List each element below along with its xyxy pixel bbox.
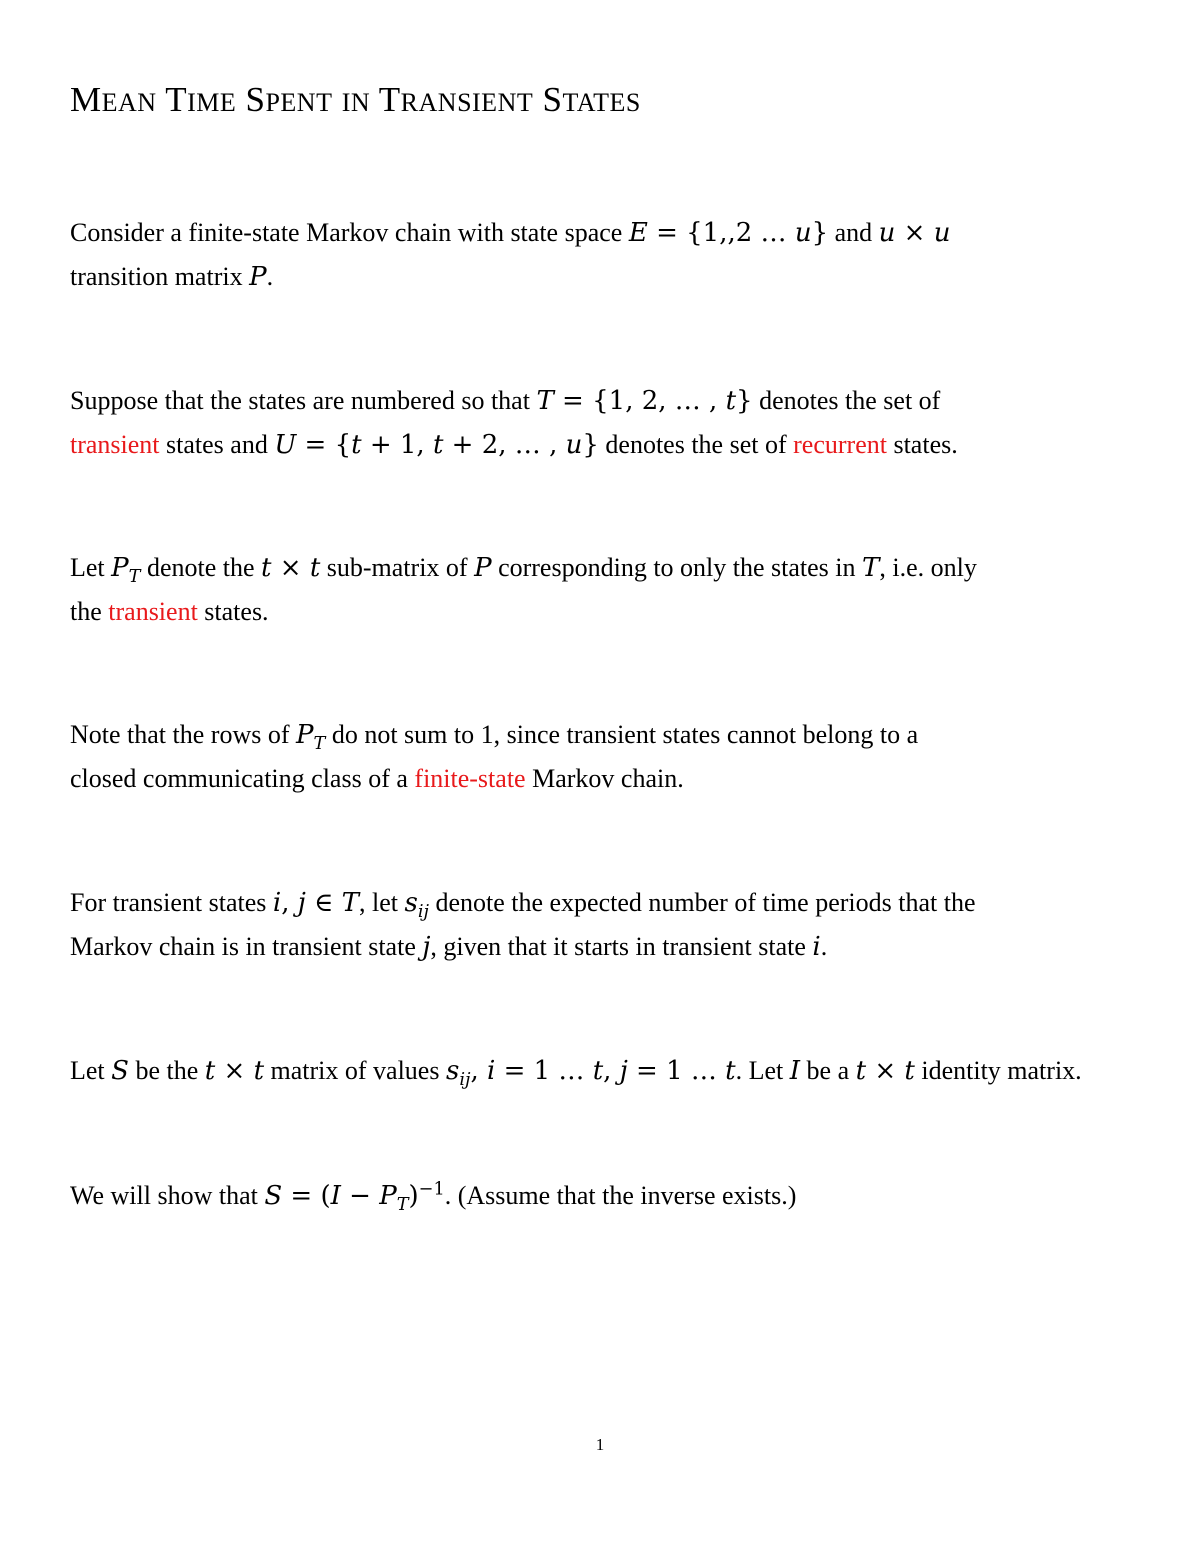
math-symbol: P [296,720,314,750]
paragraph-markov-chain-definition [70,211,1150,299]
math-symbol: t [592,1056,604,1086]
math-operator: − [340,1181,380,1211]
math-subscript: T [396,1195,409,1216]
math-operator: ) [408,1181,419,1211]
math-symbol: t [351,430,362,460]
text-run: , i.e. only [879,553,977,582]
title-word: SPENT [245,80,333,119]
highlighted-term: recurrent [793,430,887,459]
text-run: Markov chain. [525,764,684,793]
math-operator: } [736,386,753,416]
math-symbol: I [330,1181,341,1211]
math-symbol: t [855,1056,867,1086]
math-symbol: t [204,1056,216,1086]
title-word: IN [341,88,371,117]
math-symbol: s [404,888,418,918]
math-symbol: t [253,1056,265,1086]
text-run: states and [159,430,275,459]
text-run: , given that it starts in transient state [430,932,813,961]
text-run: corresponding to only the states in [491,553,863,582]
title-word: TIME [165,80,237,119]
highlighted-term: transient [108,597,198,626]
text-run: Let [70,553,112,582]
math-symbol: I [789,1056,801,1086]
math-symbol: u [933,218,951,248]
math-symbol: P [111,553,129,583]
text-run: . (Assume that the inverse exists.) [444,1181,797,1210]
paragraph-line [70,925,1150,969]
text-run: , let [358,888,405,917]
text-run: identity matrix. [914,1056,1082,1085]
text-run: . [266,262,274,291]
paragraph-claim [70,1174,1150,1218]
paragraph-line [70,1174,1150,1218]
text-run: Suppose that the states are numbered so that [70,386,537,415]
text-run: Markov chain is in transient state [70,932,423,961]
math-operator: = {1,,2 … [647,218,795,248]
math-symbol: u [878,218,896,248]
text-run: denote the expected number of time periods that the [428,888,976,917]
paragraph-row-sums-note [70,713,1150,800]
math-operator: } [811,218,829,248]
paragraph-line [70,255,1150,299]
math-subscript: T [313,734,326,755]
paragraph-line [70,1049,1150,1093]
math-operator: × [271,553,310,583]
math-symbol: U [274,430,297,460]
text-run: Consider a finite-state Markov chain with state space [70,218,629,247]
text-run: states. [197,597,269,626]
math-operator: = {1, 2, … , [553,386,726,416]
math-symbol: P [474,553,492,583]
math-symbol: T [536,386,554,416]
paragraph-line [70,757,1150,800]
text-run: states. [886,430,958,459]
math-symbol: T [862,553,880,583]
math-operator: = 1 … [627,1056,726,1086]
math-symbol: E [628,218,648,248]
text-run: transition matrix [70,262,250,291]
text-run: be the [128,1056,205,1085]
text-run: denotes the set of [752,386,941,415]
text-run: For transient states [70,888,273,917]
math-symbol: i [272,888,282,918]
math-operator: , [603,1056,620,1086]
math-symbol: t [904,1056,915,1086]
paragraph-line [70,546,1150,590]
paragraph-line [70,211,1150,255]
math-symbol: S [111,1056,129,1086]
highlighted-term: finite-state [414,764,526,793]
math-operator: , [470,1056,487,1086]
paragraph-matrix-s-definition [70,1049,1150,1093]
text-run: do not sum to 1, since transient states cannot belong to a [325,720,919,749]
math-operator: = { [296,430,352,460]
paragraph-line [70,713,1150,757]
math-symbol: P [379,1181,397,1211]
math-symbol: u [565,430,583,460]
text-run: sub-matrix of [320,553,475,582]
math-symbol: j [619,1056,628,1086]
page-number: 1 [595,1435,605,1454]
math-operator: + 1, [361,430,433,460]
math-symbol: t [725,386,737,416]
math-operator: = ( [282,1181,331,1211]
paragraph-line [70,423,1150,467]
paragraph-line [70,881,1150,925]
math-operator: × [215,1056,254,1086]
text-run: closed communicating class of a [70,764,415,793]
math-superscript: −1 [418,1179,445,1200]
math-operator: × [866,1056,905,1086]
text-run: We will show that [70,1181,265,1210]
math-operator: + 2, … , [443,430,566,460]
math-symbol: S [264,1181,283,1211]
title-word: MEAN [70,80,157,119]
title-word: STATES [542,80,641,119]
math-operator: } [582,430,599,460]
paragraph-submatrix-definition [70,546,1150,633]
text-run: Note that the rows of [70,720,297,749]
text-run: denotes the set of [598,430,794,459]
math-subscript: T [128,567,141,588]
paragraph-expected-periods [70,881,1150,969]
text-run: . [820,932,828,961]
text-run: . Let [735,1056,790,1085]
math-operator: × [895,218,934,248]
math-symbol: i [486,1056,496,1086]
math-symbol: T [341,888,359,918]
math-subscript: ij [417,902,429,923]
math-symbol: t [432,430,444,460]
text-run: the [70,597,109,626]
paragraph-line [70,590,1150,633]
math-subscript: ij [459,1070,471,1091]
text-run: Let [70,1056,112,1085]
math-operator: = 1 … [495,1056,593,1086]
math-symbol: t [261,553,272,583]
paragraph-line [70,379,1150,423]
math-symbol: u [794,218,812,248]
text-run: denote the [140,553,262,582]
math-operator: ∈ [305,888,342,918]
math-symbol: P [249,262,267,292]
math-symbol: j [297,888,306,918]
math-symbol: i [812,932,821,962]
math-symbol: s [445,1056,460,1086]
math-symbol: t [725,1056,736,1086]
paragraph-state-numbering [70,379,1150,467]
math-operator: , [281,888,298,918]
text-run: and [828,218,879,247]
title-word: TRANSIENT [378,80,534,119]
math-symbol: j [422,932,431,962]
highlighted-term: transient [70,430,160,459]
text-run: be a [800,1056,856,1085]
page-title [70,78,641,125]
text-run: matrix of values [264,1056,446,1085]
math-symbol: t [309,553,321,583]
